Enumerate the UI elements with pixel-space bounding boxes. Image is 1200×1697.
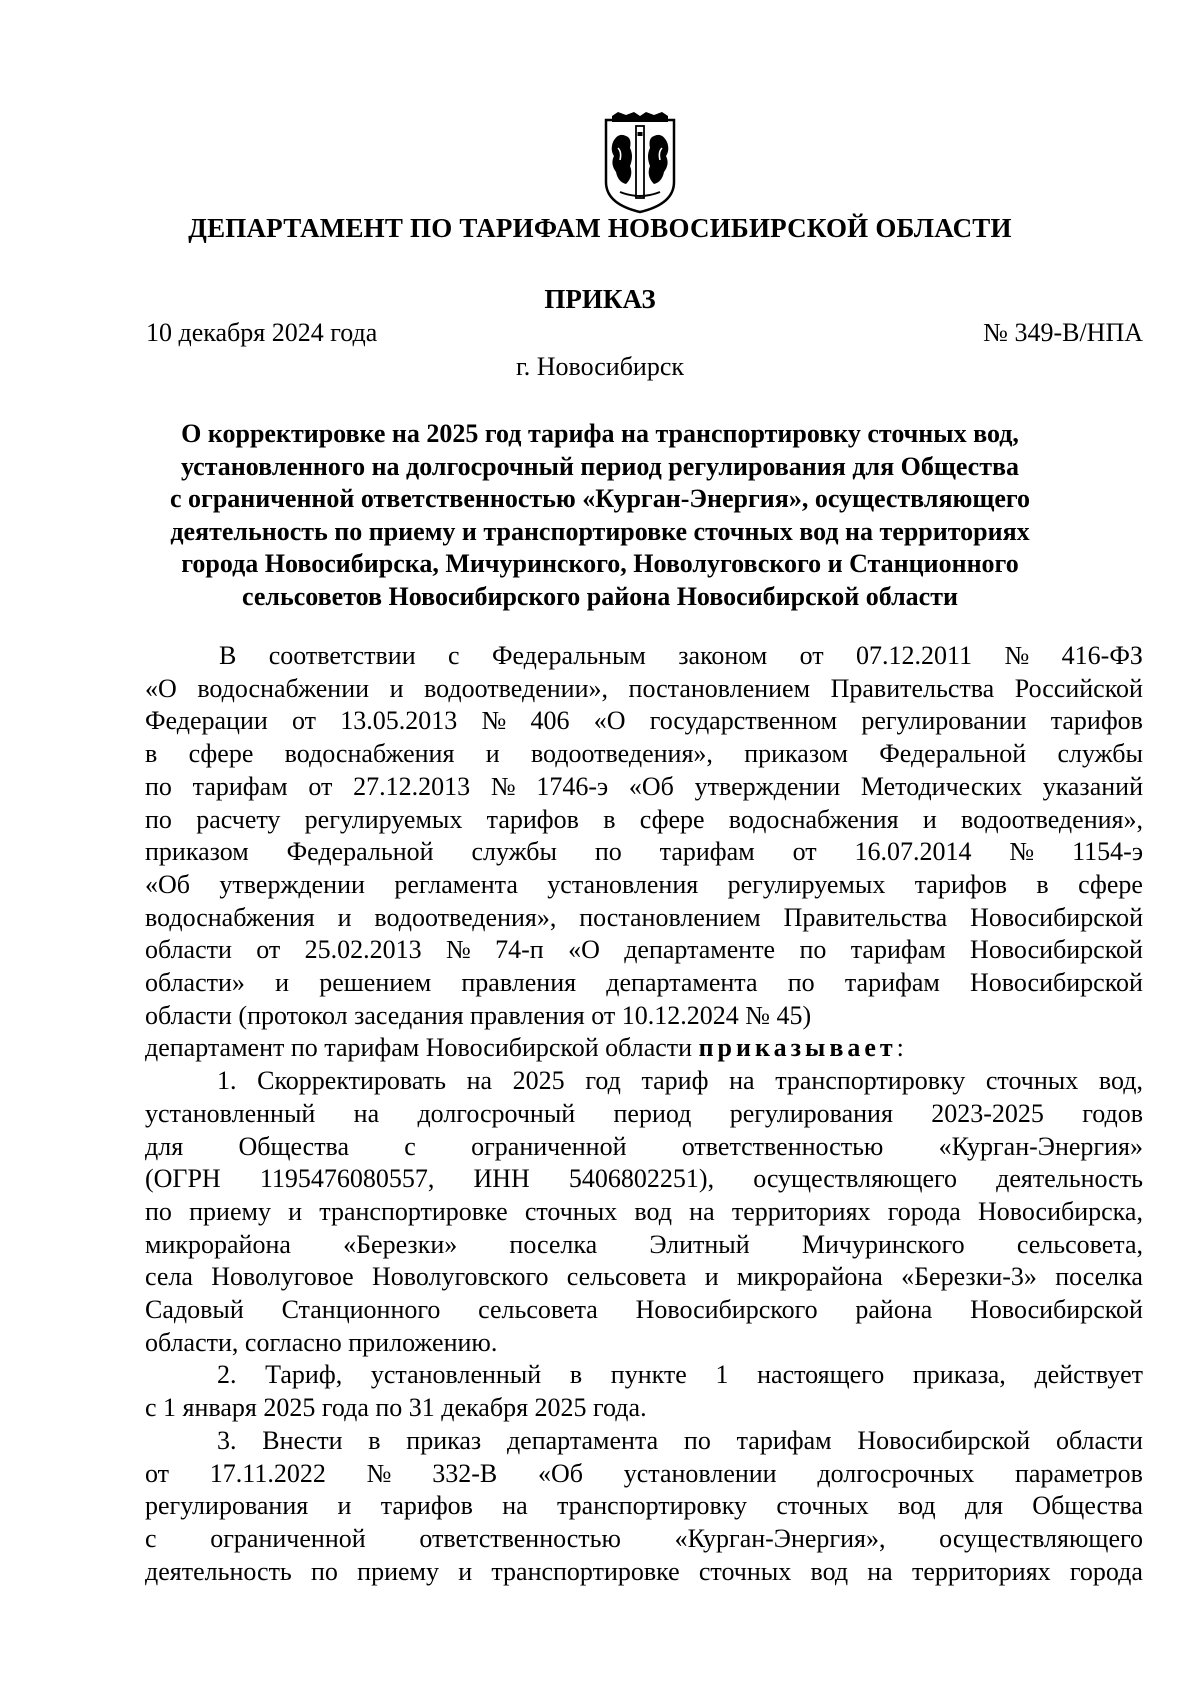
word: транспортировку	[557, 1491, 748, 1521]
orders-word: приказывает	[698, 1033, 897, 1063]
word: службы	[1057, 739, 1143, 769]
word: Общества	[1032, 1491, 1143, 1521]
word: №	[490, 771, 516, 801]
word: 74-п	[495, 935, 544, 965]
word: области	[145, 935, 232, 965]
word: 17.11.2022	[209, 1458, 326, 1488]
orders-suffix: :	[896, 1033, 904, 1063]
word: водоотведении»,	[424, 673, 608, 703]
word: службы	[471, 837, 557, 867]
word: законом	[678, 641, 768, 670]
word: водоотведения»,	[961, 804, 1143, 834]
word: «Курган-Энергия»	[938, 1131, 1143, 1161]
word: 1154-э	[1072, 837, 1143, 867]
word: по	[311, 1556, 338, 1586]
word: на	[466, 1066, 493, 1096]
word: тарифов	[486, 804, 579, 834]
word: в	[1036, 869, 1049, 899]
word: Новосибирского	[635, 1295, 818, 1325]
title-line: города Новосибирска, Мичуринского, Новолуговского и Станционного	[181, 549, 1019, 579]
word: №	[481, 706, 507, 736]
word: установленный	[145, 1098, 316, 1128]
word: регулирования	[729, 1098, 893, 1128]
text-line	[145, 1098, 1143, 1131]
word: утверждении	[219, 869, 365, 899]
word: утверждении	[694, 771, 841, 801]
text-line	[145, 836, 1143, 869]
word: «О	[568, 935, 600, 965]
word: деятельность	[145, 1556, 292, 1586]
word: «Об	[628, 771, 674, 801]
word: Федеральной	[879, 739, 1027, 769]
word: 2025	[512, 1066, 565, 1096]
word: сельсовета	[566, 1262, 687, 1292]
word: Федерации	[145, 706, 268, 736]
department-name: ДЕПАРТАМЕНТ ПО ТАРИФАМ НОВОСИБИРСКОЙ ОБЛАСТИ	[188, 213, 1012, 243]
word: сельсовета,	[1016, 1229, 1143, 1259]
word: приказа,	[912, 1360, 1006, 1390]
word: и	[704, 1262, 719, 1292]
word: 1.	[217, 1066, 237, 1096]
word: сфере	[188, 739, 254, 769]
word: водоснабжения	[284, 739, 455, 769]
text-line	[145, 1196, 1143, 1229]
orders-line	[145, 1032, 1143, 1065]
orders-prefix: департамент по тарифам Новосибирской области	[145, 1033, 699, 1063]
text-line: области, согласно приложению.	[145, 1327, 498, 1357]
item-2-paragraph	[145, 1359, 1143, 1424]
word: города	[887, 1196, 961, 1226]
text-line: с 1 января 2025 года по 31 декабря 2025 года.	[145, 1393, 647, 1423]
text-line	[145, 869, 1143, 902]
word: «Об	[537, 1458, 583, 1488]
word: вод	[810, 1556, 849, 1586]
word: с	[145, 1523, 157, 1553]
document-title	[150, 418, 1050, 614]
word: и	[458, 1556, 473, 1586]
text-line	[145, 738, 1143, 771]
text-line	[145, 1523, 1143, 1556]
text-line	[145, 1065, 1143, 1098]
word: пункте	[610, 1360, 687, 1390]
word: от	[792, 837, 817, 867]
word: Общества	[238, 1131, 350, 1161]
word: поселка	[509, 1229, 598, 1259]
item-3-paragraph	[145, 1425, 1143, 1589]
word: тарифам	[659, 837, 755, 867]
word: №	[445, 935, 471, 965]
text-line	[145, 771, 1143, 804]
word: по	[683, 1425, 711, 1455]
text-line	[145, 1425, 1143, 1458]
text-line: области (протокол заседания правления от 10.12.2024 № 45)	[145, 1000, 812, 1030]
word: тарифов	[380, 1491, 473, 1521]
word: деятельность	[996, 1164, 1143, 1194]
text-line	[145, 902, 1143, 935]
word: расчету	[196, 804, 281, 834]
word: «О	[145, 673, 177, 703]
title-line: сельсоветов Новосибирского района Новосибирской области	[242, 581, 958, 611]
text-line	[145, 1458, 1143, 1491]
word: водоснабжении	[197, 673, 370, 703]
word: Правительства	[783, 902, 948, 932]
word: водоотведения»,	[374, 902, 557, 932]
word: и	[337, 1491, 352, 1521]
title-line: О корректировке на 2025 год тарифа на транспортировку сточных вод,	[181, 419, 1019, 448]
word: Садовый	[145, 1295, 244, 1325]
word: вод	[634, 1196, 672, 1226]
word: сточных	[985, 1066, 1079, 1096]
word: «Об	[145, 869, 191, 899]
preamble-paragraph	[145, 640, 1143, 1032]
word: №	[1009, 837, 1035, 867]
word: от	[799, 641, 824, 670]
title-line: деятельность по приему и транспортировке сточных вод на территориях	[170, 516, 1030, 546]
word: настоящего	[757, 1360, 885, 1390]
word: транспортировке	[319, 1196, 508, 1226]
word: по	[787, 968, 815, 998]
word: тарифам	[844, 968, 940, 998]
text-line	[145, 1556, 1143, 1589]
word: годов	[1082, 1098, 1143, 1128]
word: 25.02.2013	[304, 935, 422, 965]
word: и	[275, 968, 290, 998]
word: установленный	[370, 1360, 542, 1390]
word: 2.	[217, 1360, 237, 1390]
document-date: 10 декабря 2024 года	[146, 318, 378, 347]
word: приказ	[406, 1425, 482, 1455]
word: постановлением	[579, 902, 761, 932]
word: ответственностью	[681, 1131, 884, 1161]
word: по	[594, 837, 622, 867]
document-body	[145, 640, 1143, 1588]
text-line	[145, 1359, 1143, 1392]
word: Методических	[860, 771, 1022, 801]
word: тарифов	[914, 869, 1008, 899]
word: Новосибирска,	[978, 1196, 1143, 1226]
word: области»	[145, 968, 245, 998]
word: 13.05.2013	[340, 706, 458, 736]
word: сельсовета	[478, 1295, 598, 1325]
word: период	[613, 1098, 692, 1128]
word: 07.12.2011	[856, 641, 973, 670]
word: села	[145, 1262, 193, 1292]
word: Новосибирской	[970, 902, 1143, 932]
word: от	[292, 706, 317, 736]
word: Новолуговое	[211, 1262, 354, 1292]
word: В	[219, 641, 237, 670]
word: №	[1004, 641, 1030, 670]
word: с	[448, 641, 460, 670]
word: района	[855, 1295, 933, 1325]
word: для	[145, 1131, 184, 1161]
word: приему	[357, 1556, 439, 1586]
word: в	[368, 1425, 381, 1455]
word: области	[1055, 1425, 1143, 1455]
word: Российской	[1014, 673, 1143, 703]
word: и	[337, 902, 352, 932]
word: для	[964, 1491, 1004, 1521]
word: департаменте	[624, 935, 776, 965]
word: от	[256, 935, 281, 965]
word: в	[145, 739, 158, 769]
word: тарифам	[192, 771, 288, 801]
word: приказом	[145, 837, 249, 867]
word: на	[689, 1196, 715, 1226]
word: Мичуринского	[801, 1229, 965, 1259]
word: Новосибирской	[857, 1425, 1031, 1455]
word: на	[867, 1556, 893, 1586]
text-line	[145, 967, 1143, 1000]
word: 406	[530, 706, 570, 736]
word: территориях	[911, 1556, 1051, 1586]
text-line	[145, 705, 1143, 738]
word: действует	[1034, 1360, 1143, 1390]
word: и	[922, 804, 937, 834]
item-1-paragraph	[145, 1065, 1143, 1359]
word: от	[308, 771, 333, 801]
word: осуществляющего	[939, 1523, 1143, 1553]
word: «Березки-3»	[901, 1262, 1037, 1292]
word: города	[1069, 1556, 1143, 1586]
word: №	[366, 1458, 392, 1488]
word: транспортировке	[491, 1556, 680, 1586]
word: от	[145, 1458, 170, 1488]
word: (ОГРН	[145, 1164, 221, 1194]
word: Новосибирской	[970, 935, 1143, 965]
word: и	[389, 673, 404, 703]
word: водоснабжения	[145, 902, 315, 932]
word: водоотведения»,	[530, 739, 713, 769]
word: «Курган-Энергия»,	[674, 1523, 886, 1553]
word: вод	[897, 1491, 936, 1521]
word: департамента	[506, 1425, 659, 1455]
word: микрорайона	[145, 1229, 291, 1259]
word: 416-ФЗ	[1061, 641, 1143, 670]
word: осуществляющего	[753, 1164, 958, 1194]
text-line	[145, 1294, 1143, 1327]
word: год	[585, 1066, 621, 1096]
word: установления	[547, 869, 699, 899]
word: ИНН	[473, 1164, 530, 1194]
word: приему	[189, 1196, 271, 1226]
text-line	[145, 1131, 1143, 1164]
text-line	[145, 1261, 1143, 1294]
word: 1746-э	[536, 771, 609, 801]
word: и	[288, 1196, 303, 1226]
word: параметров	[1015, 1458, 1143, 1488]
word: по	[799, 935, 827, 965]
word: сфере	[1078, 869, 1143, 899]
word: «О	[593, 706, 626, 736]
word: указаний	[1042, 771, 1143, 801]
text-line	[145, 1163, 1143, 1196]
word: соответствии	[268, 641, 416, 670]
text-line	[145, 1490, 1143, 1523]
word: Новосибирской	[970, 1295, 1143, 1325]
word: на	[353, 1098, 380, 1128]
word: Новолуговского	[371, 1262, 549, 1292]
word: регламента	[394, 869, 518, 899]
word: Скорректировать	[257, 1066, 446, 1096]
word: ответственностью	[419, 1523, 621, 1553]
document-city: г. Новосибирск	[515, 352, 685, 381]
word: сточных	[524, 1196, 618, 1226]
document-number: № 349-В/НПА	[983, 318, 1143, 347]
word: приказом	[744, 739, 848, 769]
word: 2023-2025	[931, 1098, 1044, 1128]
text-line	[145, 640, 1143, 673]
word: регулируемых	[304, 804, 463, 834]
word: Федеральной	[286, 837, 434, 867]
word: 332-В	[432, 1458, 498, 1488]
word: по	[145, 1196, 172, 1226]
text-line	[145, 673, 1143, 706]
word: Элитный	[649, 1229, 750, 1259]
word: Станционного	[281, 1295, 441, 1325]
word: Тариф,	[265, 1360, 343, 1390]
word: государственном	[649, 706, 838, 736]
word: правления	[461, 968, 577, 998]
word: долгосрочный	[417, 1098, 576, 1128]
word: тарифам	[736, 1425, 832, 1455]
word: поселка	[1055, 1262, 1143, 1292]
word: долгосрочных	[817, 1458, 975, 1488]
word: с	[404, 1131, 416, 1161]
word: решением	[319, 968, 432, 998]
word: транспортировку	[775, 1066, 966, 1096]
word: и	[485, 739, 500, 769]
document-type: ПРИКАЗ	[544, 284, 656, 314]
word: сточных	[776, 1491, 869, 1521]
word: Внести	[262, 1425, 343, 1455]
word: 1	[715, 1360, 729, 1390]
word: тарифов	[1050, 706, 1143, 736]
word: в	[603, 804, 616, 834]
title-line: с ограниченной ответственностью «Курган-Энергия», осуществляющего	[169, 484, 1031, 514]
word: регулировании	[861, 706, 1027, 736]
word: 16.07.2014	[854, 837, 972, 867]
word: департамента	[606, 968, 758, 998]
word: 27.12.2013	[353, 771, 471, 801]
title-line: установленного на долгосрочный период регулирования для Общества	[180, 451, 1020, 481]
word: микрорайона	[736, 1262, 883, 1292]
word: регулирования	[145, 1491, 309, 1521]
word: 1195476080557,	[259, 1164, 435, 1194]
word: на	[502, 1491, 528, 1521]
coat-of-arms-icon	[596, 112, 684, 216]
word: регулируемых	[727, 869, 886, 899]
word: в	[569, 1360, 583, 1390]
word: тариф	[641, 1066, 709, 1096]
word: «Березки»	[343, 1229, 458, 1259]
word: сфере	[639, 804, 705, 834]
word: по	[145, 771, 172, 801]
text-line	[145, 934, 1143, 967]
word: вод,	[1098, 1066, 1143, 1096]
word: водоснабжения	[728, 804, 899, 834]
word: на	[729, 1066, 755, 1096]
word: сточных	[698, 1556, 792, 1586]
word: Федеральным	[491, 641, 646, 670]
word: по	[145, 804, 172, 834]
text-line	[145, 804, 1143, 837]
word: Новосибирской	[970, 968, 1143, 998]
word: Правительства	[830, 673, 995, 703]
word: тарифам	[850, 935, 946, 965]
word: ограниченной	[471, 1131, 627, 1161]
word: 3.	[217, 1425, 237, 1455]
word: постановлением	[628, 673, 811, 703]
text-line	[145, 1229, 1143, 1262]
word: 5406802251),	[568, 1164, 715, 1194]
word: территориях	[731, 1196, 871, 1226]
word: установлении	[623, 1458, 777, 1488]
word: ограниченной	[210, 1523, 366, 1553]
